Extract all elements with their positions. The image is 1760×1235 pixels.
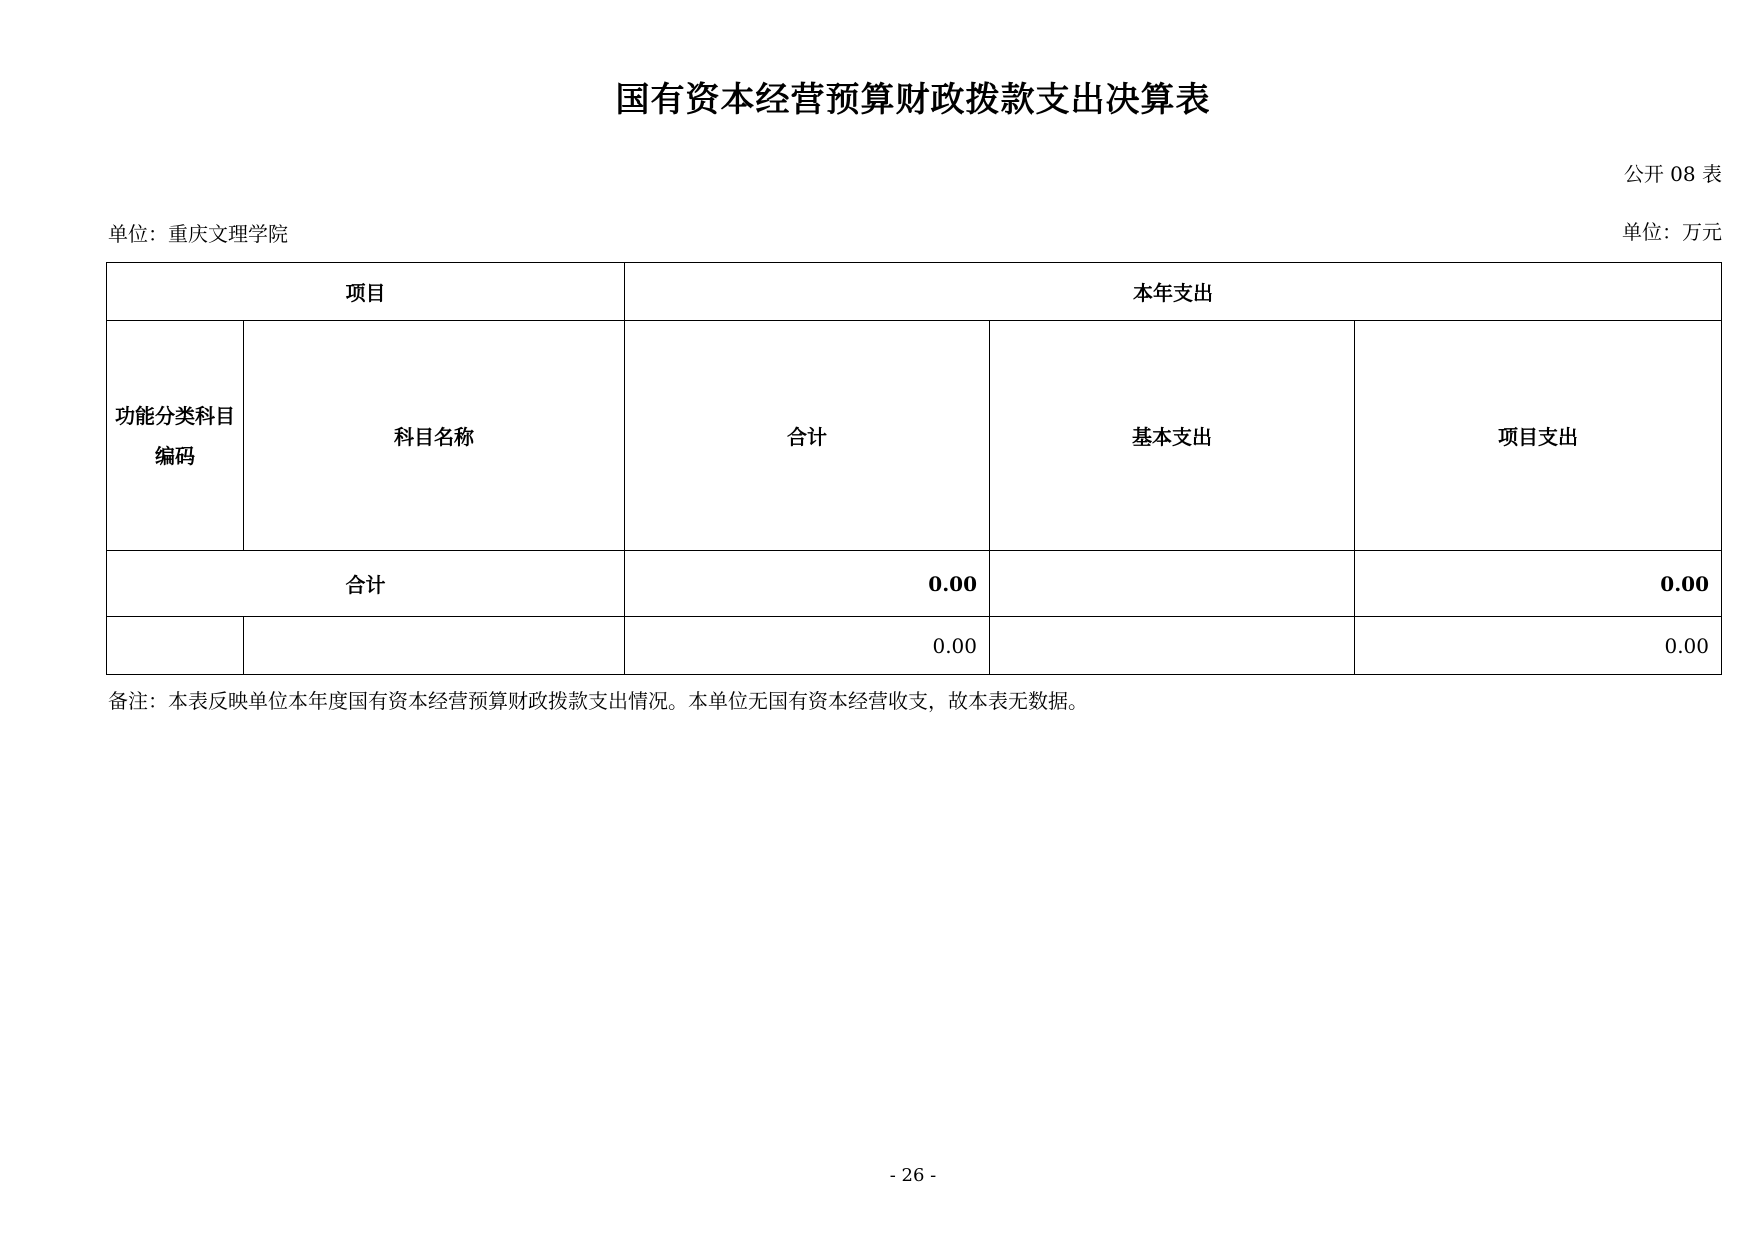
organization-unit: 单位：重庆文理学院: [108, 222, 288, 246]
page-title: 国有资本经营预算财政拨款支出决算表: [615, 80, 1211, 120]
page-number: - 26 -: [889, 1165, 937, 1186]
table-note: 备注：本表反映单位本年度国有资本经营预算财政拨款支出情况。本单位无国有资本经营收支，故本表无数据。: [108, 689, 1088, 713]
header-total: 合计: [625, 321, 990, 551]
table-row: [107, 617, 1722, 675]
row-name: [244, 617, 625, 675]
total-row-basic: [990, 551, 1355, 617]
row-code: [107, 617, 244, 675]
table-header-row-1: [107, 263, 1722, 321]
row-basic: [990, 617, 1355, 675]
table-total-row: [107, 551, 1722, 617]
header-project-expense: 项目支出: [1355, 321, 1722, 551]
row-project: 0.00: [1355, 617, 1722, 675]
header-project: 项目: [107, 263, 625, 321]
header-subject-name: 科目名称: [244, 321, 625, 551]
total-row-total: 0.00: [625, 551, 990, 617]
row-total: 0.00: [625, 617, 990, 675]
total-row-project: 0.00: [1355, 551, 1722, 617]
expenditure-table: [106, 262, 1722, 675]
currency-unit: 单位：万元: [1622, 220, 1722, 244]
header-func-code: 功能分类科目编码: [107, 321, 244, 551]
total-row-label: 合计: [107, 551, 625, 617]
form-number: 公开 08 表: [1623, 162, 1722, 186]
header-basic-expense: 基本支出: [990, 321, 1355, 551]
table-header-row-2: [107, 321, 1722, 551]
header-current-year-expense: 本年支出: [625, 263, 1722, 321]
